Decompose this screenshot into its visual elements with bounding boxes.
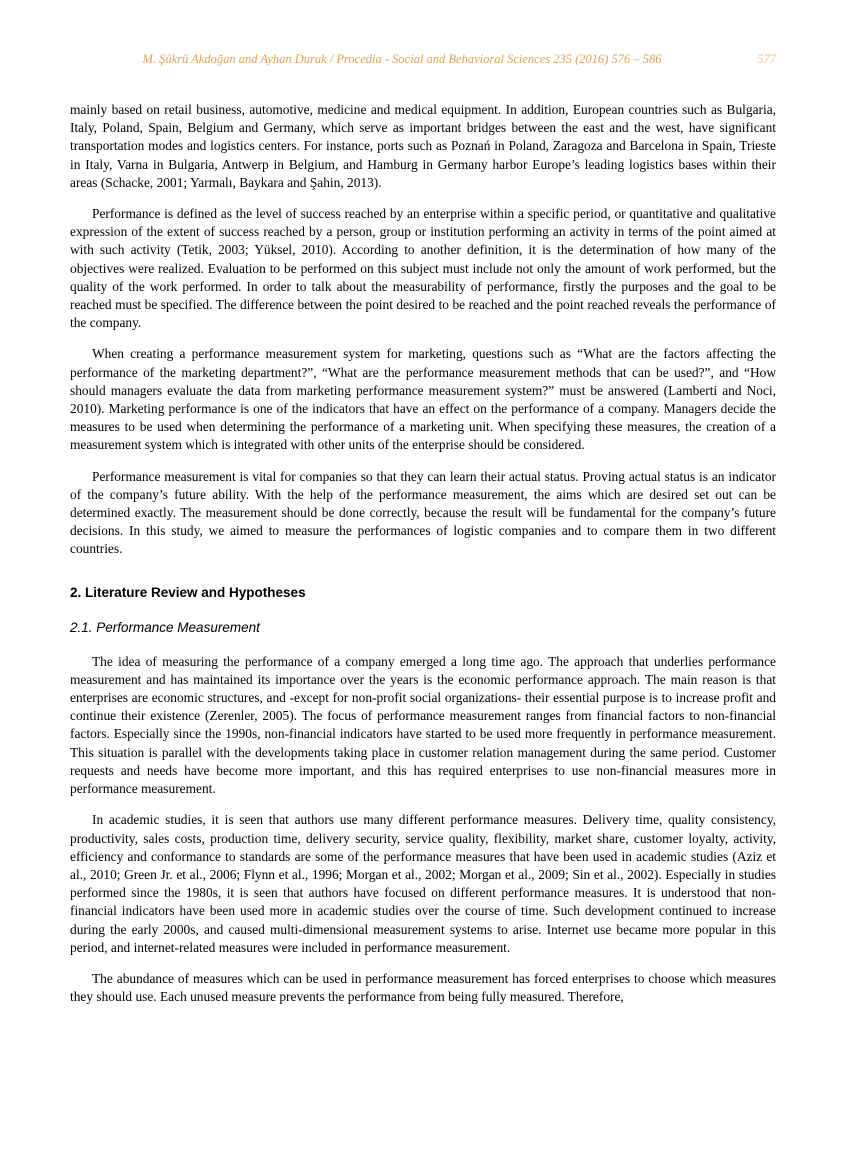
page-number: 577 (757, 52, 776, 66)
subsection-heading-performance-measurement: 2.1. Performance Measurement (70, 619, 260, 635)
paragraph-intro-3: When creating a performance measurement system for marketing, questions such as “What are the factors affecting the performance of the marketing department?”, “What are the performance measurement methods that can be used?”, and “How should managers evaluate the data from marketing performance measurement system?” must be answered (Lamberti and Noci, 2010). Marketing performance is one of the indicators that have an effect on the performance of a company. Managers decide the measures to be used when determining the performance of a marketing unit. When specifying these measures, the creation of a measurement system which is integrated with other units of the enterprise should be considered. (70, 346, 776, 453)
paragraph-literature-3: The abundance of measures which can be used in performance measurement has forced enterprises to choose which measures they should use. Each unused measure prevents the performance from being fully measured. Therefore, (70, 970, 776, 1005)
paragraph-literature-1: The idea of measuring the performance of a company emerged a long time ago. The approach that underlies performance measurement and has maintained its importance over the years is the economic performance approach. The main reason is that enterprises are economic structures, and -except for non-profit social organizations- their essential purpose is to increase profit and continue their existence (Zerenler, 2005). The focus of performance measurement ranges from financial factors to non-financial factors. Especially since the 1990s, non-financial indicators have started to be used more frequently in performance measurement. This situation is parallel with the developments taking place in customer relation management during the same period. Customer requests and needs have become more important, and this has required enterprises to use non-financial measures more in performance measurement. (70, 653, 776, 797)
paragraph-literature-2: In academic studies, it is seen that authors use many different performance measures. Delivery time, quality consistency, productivity, sales costs, production time, delivery security, service quality, flexibility, market share, customer loyalty, activity, efficiency and conformance to standards are some of the performance measures that have been used in academic studies (Aziz et al., 2010; Green Jr. et al., 2006; Flynn et al., 1996; Morgan et al., 2002; Morgan et al., 2009; Sin et al., 2002). Especially in studies performed since the 1980s, it is seen that authors have focused on different performance measures. It is understood that non-financial indicators have been used more in academic studies over the course of time. Such development continued to increase during the early 2000s, and caused multi-dimensional measurement systems to arise. Internet use became more popular in this period, and internet-related measures were included in performance measurement. (70, 812, 776, 955)
running-head: M. Şükrü Akdoğan and Ayhan Durak / Procedia - Social and Behavioral Sciences 235 (2016) 576 – 586 (142, 52, 662, 66)
section-heading-literature-review: 2. Literature Review and Hypotheses (70, 584, 306, 600)
paragraph-intro-4: Performance measurement is vital for companies so that they can learn their actual status. Proving actual status is an indicator of the company’s future ability. With the help of the performance measurement, the aims which are desired set out can be determined exactly. The measurement should be done correctly, because the result will be fundamental for the company’s future decisions. In this study, we aimed to measure the performances of logistic companies and to compare them in two different countries. (70, 468, 776, 557)
page-header (70, 52, 776, 67)
paragraph-intro-2: Performance is defined as the level of success reached by an enterprise within a specific period, or quantitative and qualitative expression of the extent of success reached by a person, group or institution performing an activity in terms of the point aimed at with such activity (Tetik, 2003; Yüksel, 2010). According to another definition, it is the determination of how many of the objectives were realized. Evaluation to be performed on this subject must include not only the amount of work performed, but the quality of the work performed. In order to talk about the measurability of performance, firstly the purposes and the goal to be reached must be specified. The difference between the point desired to be reached and the point reached reveals the performance of the company. (70, 206, 776, 331)
paper-body (70, 101, 776, 1006)
paragraph-intro-1: mainly based on retail business, automotive, medicine and medical equipment. In addition, European countries such as Bulgaria, Italy, Poland, Spain, Belgium and Germany, which serve as important bridges between the east and the west, have significant transportation modes and logistics centers. For instance, ports such as Poznań in Poland, Zaragoza and Barcelona in Spain, Trieste in Italy, Varna in Bulgaria, Antwerp in Belgium, and Hamburg in Germany harbor Europe’s leading logistics bases within their areas (Schacke, 2001; Yarmalı, Baykara and Şahin, 2013). (70, 102, 776, 190)
